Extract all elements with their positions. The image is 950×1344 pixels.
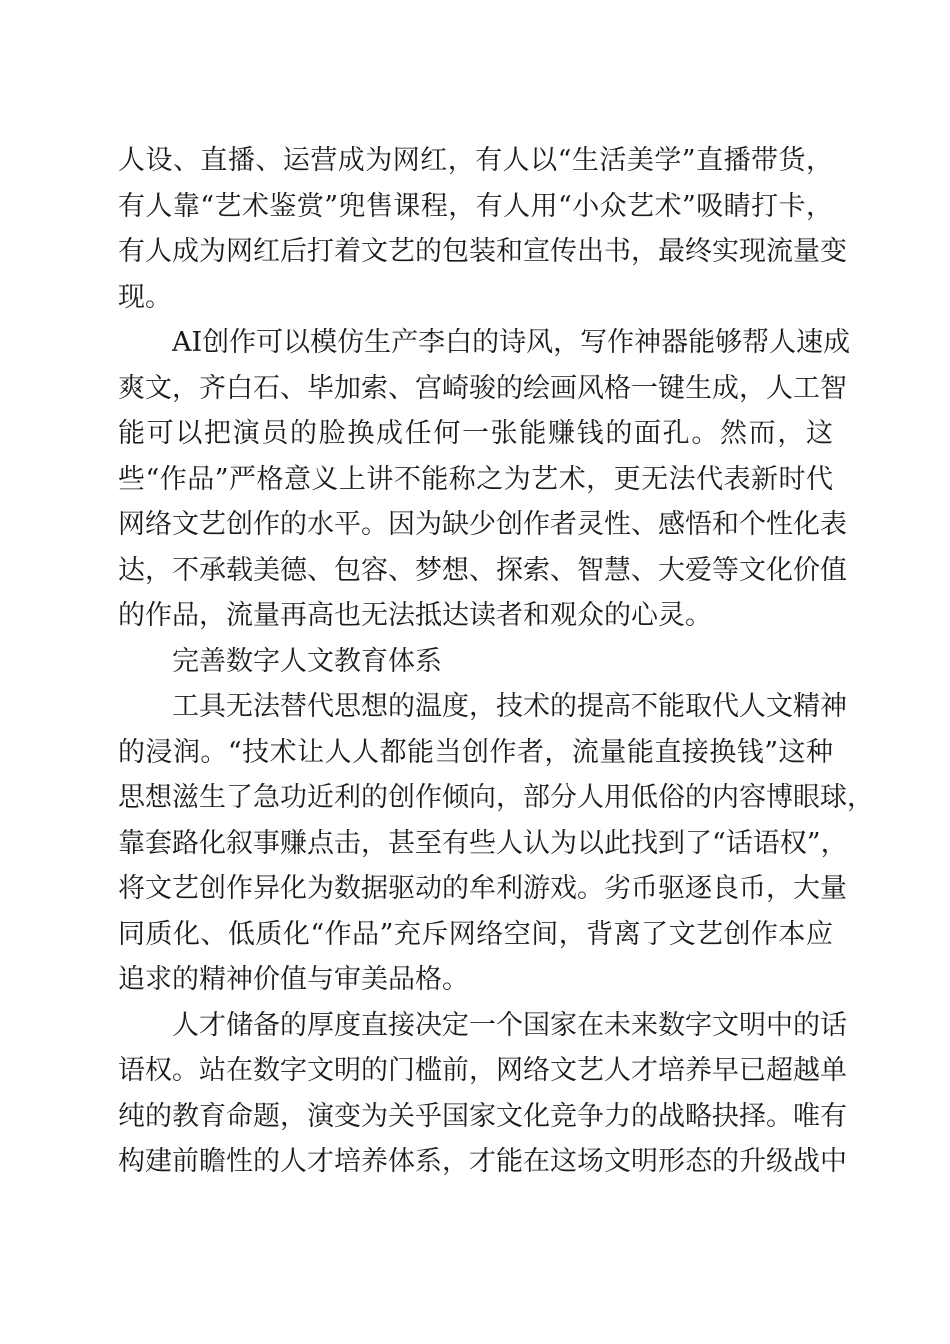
paragraph-line: 些“作品”严格意义上讲不能称之为艺术，更无法代表新时代: [118, 463, 833, 495]
paragraph-line: 工具无法替代思想的温度，技术的提高不能取代人文精神: [172, 691, 847, 722]
paragraph-line: 现。: [118, 281, 172, 313]
paragraph-4: [118, 1003, 847, 1185]
paragraph-line: 的浸润。“技术让人人都能当创作者，流量能直接换钱”这种: [118, 736, 833, 768]
paragraph-line: 的作品，流量再高也无法抵达读者和观众的心灵。: [118, 600, 712, 631]
paragraph-3: [118, 684, 874, 1003]
section-heading: [118, 639, 833, 685]
paragraph-line: 纯的教育命题，演变为关乎国家文化竞争力的战略抉择。唯有: [118, 1100, 847, 1132]
paragraph-line: 追求的精神价值与审美品格。: [118, 964, 469, 995]
document-body: [118, 138, 874, 1185]
paragraph-2: [118, 320, 851, 639]
paragraph-line: 思想滋生了急功近利的创作倾向，部分人用低俗的内容博眼球，: [118, 782, 874, 813]
paragraph-line: 爽文，齐白石、毕加索、宫崎骏的绘画风格一键生成，人工智: [118, 372, 847, 404]
paragraph-line: 人设、直播、运营成为网红，有人以“生活美学”直播带货，: [118, 145, 833, 176]
paragraph-line: 同质化、低质化“作品”充斥网络空间，背离了文艺创作本应: [118, 918, 833, 950]
paragraph-1: [118, 138, 847, 320]
paragraph-line: 能可以把演员的脸换成任何一张能赚钱的面孔。然而，这: [118, 418, 833, 449]
paragraph-line: 人才储备的厚度直接决定一个国家在未来数字文明中的话: [172, 1009, 847, 1041]
paragraph-line: 网络文艺创作的水平。因为缺少创作者灵性、感悟和个性化表: [118, 509, 847, 540]
paragraph-line: 有人成为网红后打着文艺的包装和宣传出书，最终实现流量变: [118, 236, 847, 267]
paragraph-line: 将文艺创作异化为数据驱动的牟利游戏。劣币驱逐良币，大量: [118, 873, 847, 904]
paragraph-line: 达，不承载美德、包容、梦想、探索、智慧、大爱等文化价值: [118, 554, 847, 586]
paragraph-line: AI创作可以模仿生产李白的诗风，写作神器能够帮人速成: [172, 327, 851, 358]
paragraph-line: 语权。站在数字文明的门槛前，网络文艺人才培养早已超越单: [118, 1055, 847, 1086]
section-heading-text: 完善数字人文教育体系: [172, 645, 442, 677]
paragraph-line: 靠套路化叙事赚点击，甚至有些人认为以此找到了“话语权”，: [118, 827, 848, 859]
paragraph-line: 构建前瞻性的人才培养体系，才能在这场文明形态的升级战中: [118, 1146, 847, 1177]
paragraph-line: 有人靠“艺术鉴赏”兜售课程，有人用“小众艺术”吸睛打卡，: [118, 190, 833, 222]
